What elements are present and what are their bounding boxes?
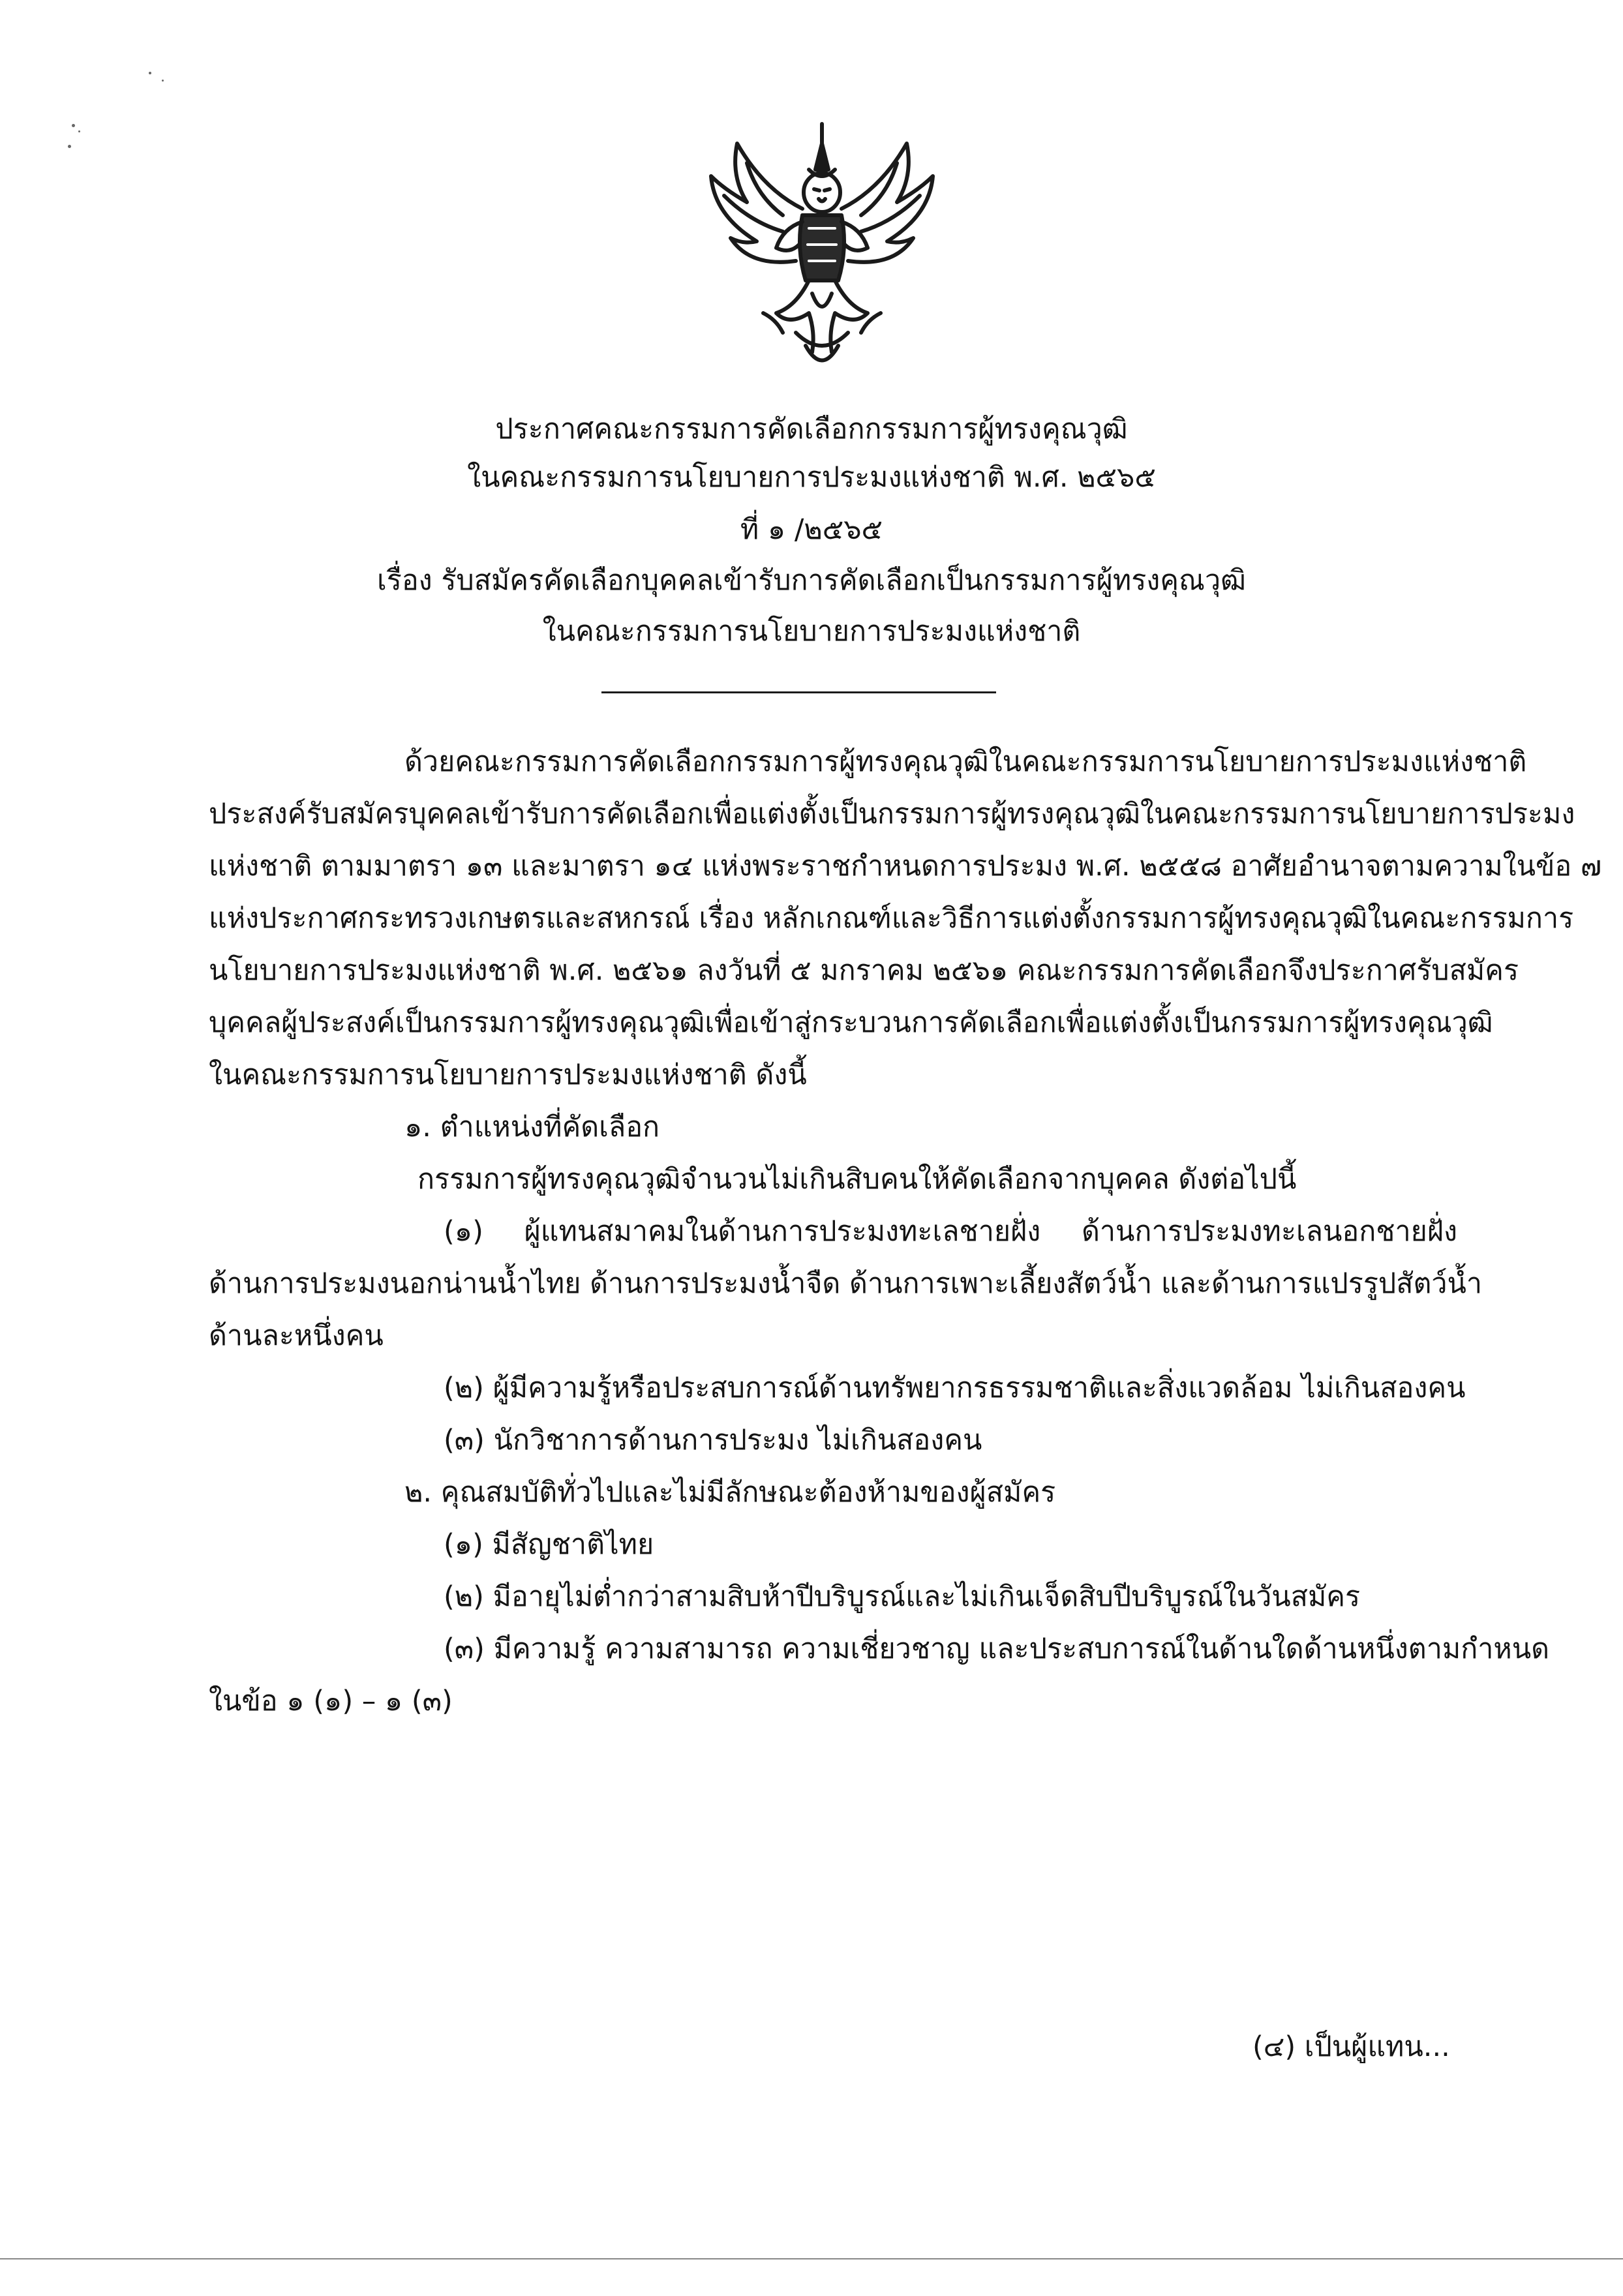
intro-line: แห่งชาติ ตามมาตรา ๑๓ และมาตรา ๑๔ แห่งพระราชกำหนดการประมง พ.ศ. ๒๕๕๘ อาศัยอำนาจตามความในข้อ ๗ [209, 850, 1602, 883]
scan-speck [68, 145, 71, 148]
section1-item2: (๒) ผู้มีความรู้หรือประสบการณ์ด้านทรัพยากรธรรมชาติและสิ่งแวดล้อม ไม่เกินสองคน [444, 1372, 1466, 1404]
section2-heading: ๒. คุณสมบัติทั่วไปและไม่มีลักษณะต้องห้ามของผู้สมัคร [404, 1476, 1056, 1509]
announcement-committee: ในคณะกรรมการนโยบายการประมงแห่งชาติ พ.ศ. ๒๕๖๕ [467, 461, 1156, 494]
section1-item1-continued: ด้านการประมงนอกน่านน้ำไทย ด้านการประมงน้ำจืด ด้านการเพาะเลี้ยงสัตว์น้ำ และด้านการแปรรูปสัตว์น้ำ [209, 1267, 1483, 1300]
header-divider [601, 691, 996, 693]
scan-edge [0, 2258, 1623, 2259]
announcement-subject-continued: ในคณะกรรมการนโยบายการประมงแห่งชาติ [542, 615, 1081, 648]
garuda-emblem-icon [685, 117, 959, 378]
intro-line: บุคคลผู้ประสงค์เป็นกรรมการผู้ทรงคุณวุฒิเพื่อเข้าสู่กระบวนการคัดเลือกเพื่อแต่งตั้งเป็นกรรมการผู้ทรงคุณวุฒิ [209, 1006, 1493, 1039]
section2-item3: (๓) มีความรู้ ความสามารถ ความเชี่ยวชาญ และประสบการณ์ในด้านใดด้านหนึ่งตามกำหนด [444, 1633, 1550, 1665]
intro-line: ประสงค์รับสมัครบุคคลเข้ารับการคัดเลือกเพื่อแต่งตั้งเป็นกรรมการผู้ทรงคุณวุฒิในคณะกรรมการนโยบายการประมง [209, 798, 1575, 830]
section1-heading: ๑. ตำแหน่งที่คัดเลือก [404, 1111, 660, 1143]
section1-lead: กรรมการผู้ทรงคุณวุฒิจำนวนไม่เกินสิบคนให้คัดเลือกจากบุคคล ดังต่อไปนี้ [417, 1163, 1297, 1196]
scan-speck [72, 124, 75, 127]
announcement-subject: เรื่อง รับสมัครคัดเลือกบุคคลเข้ารับการคัดเลือกเป็นกรรมการผู้ทรงคุณวุฒิ [377, 564, 1246, 597]
section2-item1: (๑) มีสัญชาติไทย [444, 1528, 654, 1561]
scan-speck [162, 80, 164, 82]
section1-item1-continued: ด้านละหนึ่งคน [209, 1320, 384, 1352]
intro-line: ในคณะกรรมการนโยบายการประมงแห่งชาติ ดังนี้ [209, 1059, 807, 1091]
section1-item3: (๓) นักวิชาการด้านการประมง ไม่เกินสองคน [444, 1424, 982, 1457]
continuation-marker: (๔) เป็นผู้แทน... [1252, 2031, 1450, 2063]
section2-item2: (๒) มีอายุไม่ต่ำกว่าสามสิบห้าปีบริบูรณ์และไม่เกินเจ็ดสิบปีบริบูรณ์ในวันสมัคร [444, 1580, 1361, 1613]
announcement-number: ที่ ๑ /๒๕๖๕ [740, 513, 883, 546]
scan-speck [149, 72, 151, 74]
intro-line: นโยบายการประมงแห่งชาติ พ.ศ. ๒๕๖๑ ลงวันที่ ๕ มกราคม ๒๕๖๑ คณะกรรมการคัดเลือกจึงประกาศรับสมัคร [209, 954, 1519, 987]
intro-line: ด้วยคณะกรรมการคัดเลือกกรรมการผู้ทรงคุณวุฒิในคณะกรรมการนโยบายการประมงแห่งชาติ [404, 746, 1527, 778]
intro-line: แห่งประกาศกระทรวงเกษตรและสหกรณ์ เรื่อง หลักเกณฑ์และวิธีการแต่งตั้งกรรมการผู้ทรงคุณวุฒิในคณะกรรมการ [209, 902, 1574, 935]
scan-speck [78, 130, 80, 132]
section2-item3-continued: ในข้อ ๑ (๑) – ๑ (๓) [209, 1685, 453, 1717]
section1-item1: (๑) ผู้แทนสมาคมในด้านการประมงทะเลชายฝั่ง ด้านการประมงทะเลนอกชายฝั่ง [444, 1215, 1457, 1248]
announcement-title: ประกาศคณะกรรมการคัดเลือกกรรมการผู้ทรงคุณวุฒิ [495, 413, 1128, 446]
